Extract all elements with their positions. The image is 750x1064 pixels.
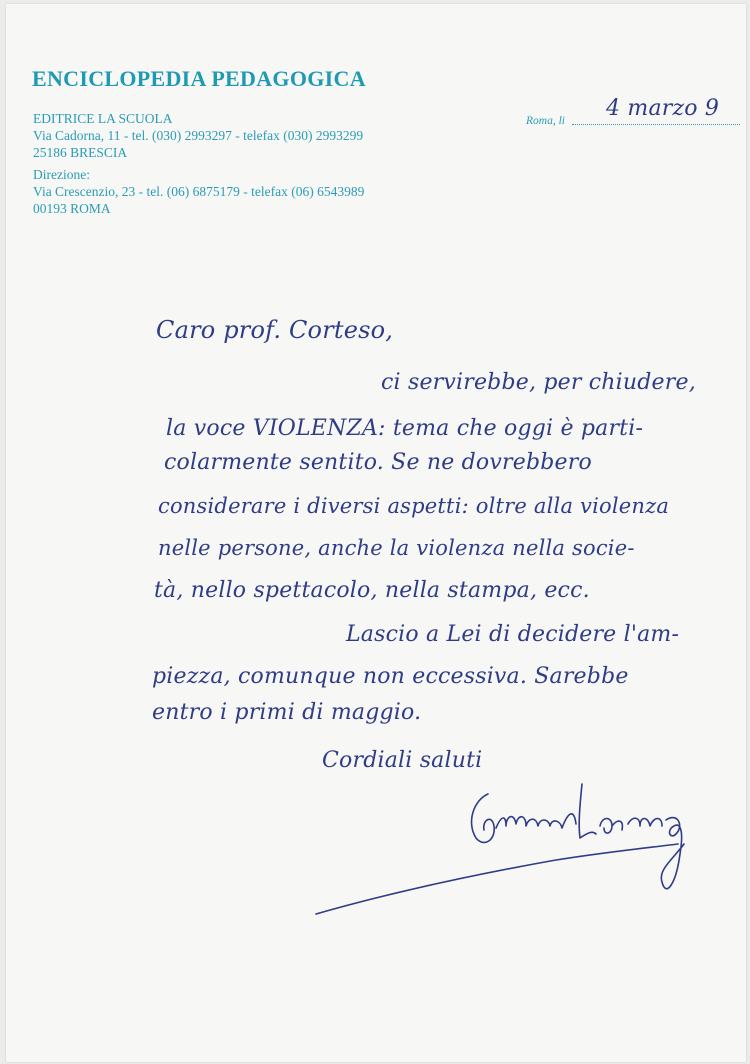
direction-address: Via Crescenzio, 23 - tel. (06) 6875179 - telefax (06) 6543989 bbox=[33, 184, 365, 199]
letter-line: nelle persone, anche la violenza nella socie- bbox=[158, 536, 635, 560]
letter-line: piezza, comunque non eccessiva. Sarebbe bbox=[152, 664, 629, 689]
letter-line: tà, nello spettacolo, nella stampa, ecc. bbox=[154, 578, 590, 603]
letterhead-title: ENCICLOPEDIA PEDAGOGICA bbox=[32, 66, 366, 91]
letter-line: entro i primi di maggio. bbox=[152, 700, 422, 725]
letter-line: la voce VIOLENZA: tema che oggi è parti- bbox=[166, 416, 644, 441]
direction-city: 00193 ROMA bbox=[33, 201, 111, 216]
handwritten-signature bbox=[306, 764, 726, 924]
letter-salutation: Caro prof. Corteso, bbox=[156, 316, 394, 344]
place-label: Roma, li bbox=[526, 115, 565, 127]
publisher-city: 25186 BRESCIA bbox=[33, 145, 128, 160]
publisher-name: EDITRICE LA SCUOLA bbox=[33, 111, 173, 126]
publisher-address: Via Cadorna, 11 - tel. (030) 2993297 - telefax (030) 2993299 bbox=[33, 128, 364, 143]
letter-closing: Cordiali saluti bbox=[322, 748, 483, 773]
letter-line: Lascio a Lei di decidere l'am- bbox=[346, 622, 680, 647]
letter-line: considerare i diversi aspetti: oltre alla violenza bbox=[158, 494, 670, 518]
letter-line: colarmente sentito. Se ne dovrebbero bbox=[164, 450, 592, 475]
direction-label: Direzione: bbox=[33, 167, 90, 182]
date-dotted-line bbox=[572, 124, 740, 125]
letter-sheet bbox=[6, 4, 746, 1062]
letter-line: ci servirebbe, per chiudere, bbox=[381, 370, 696, 395]
handwritten-date: 4 marzo 9 bbox=[606, 96, 720, 121]
